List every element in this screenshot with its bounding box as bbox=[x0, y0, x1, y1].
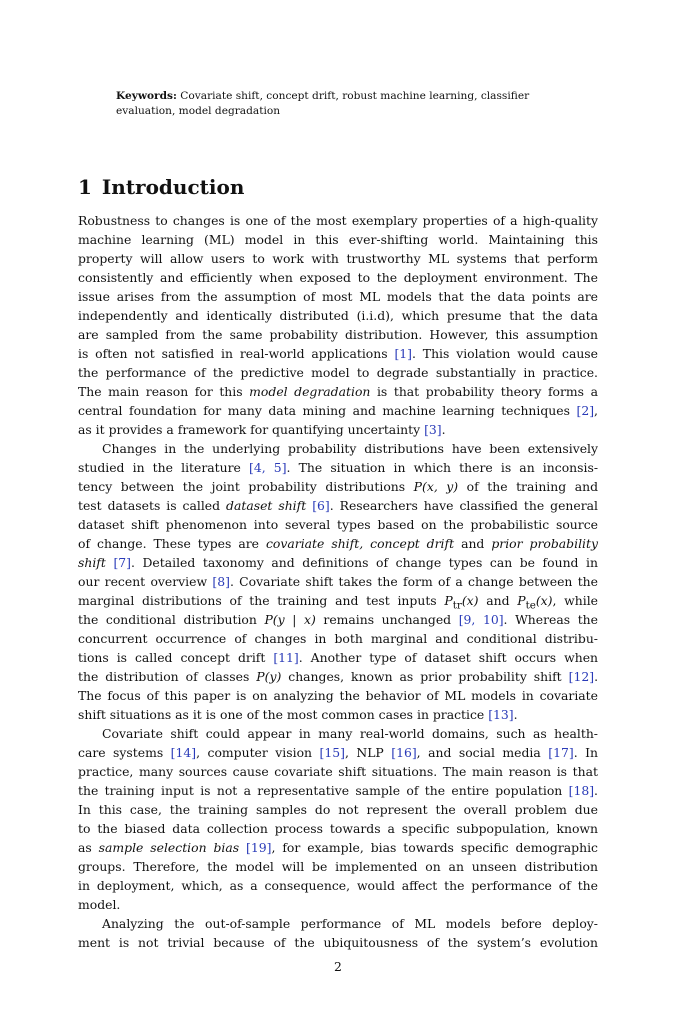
text-line: property will allow users to work with trustworthy ML systems that perform bbox=[78, 251, 598, 266]
math: P(y) bbox=[256, 669, 282, 684]
citation-link[interactable]: [7] bbox=[113, 555, 131, 570]
body-text bbox=[78, 211, 598, 952]
text-line: are sampled from the same probability distribution. However, this assumption bbox=[78, 327, 598, 342]
section-title: Introduction bbox=[101, 175, 245, 199]
math: (x) bbox=[535, 593, 553, 608]
text-line: consistently and efficiently when exposed to the deployment environment. The bbox=[78, 270, 598, 285]
math-subscript: tr bbox=[452, 599, 462, 612]
emphasis: shift bbox=[78, 555, 106, 570]
text-line: care systems [14], computer vision [15], NLP [16], and social media [17]. In bbox=[78, 745, 598, 760]
text-line: model. bbox=[78, 897, 121, 912]
citation-link[interactable]: [9, 10] bbox=[458, 612, 504, 627]
math: P bbox=[444, 593, 453, 608]
citation-link[interactable]: [11] bbox=[273, 650, 299, 665]
emphasis: model degradation bbox=[249, 384, 371, 399]
text-line: the training input is not a representative sample of the entire population [18]. bbox=[78, 783, 598, 798]
citation-link[interactable]: [4, 5] bbox=[249, 460, 287, 475]
emphasis: sample selection bias bbox=[98, 840, 240, 855]
text-line: machine learning (ML) model in this ever-shifting world. Maintaining this bbox=[78, 232, 598, 247]
citation-link[interactable]: [15] bbox=[319, 745, 345, 760]
text-line: issue arises from the assumption of most ML models that the data points are bbox=[78, 289, 598, 304]
text-line: ment is not trivial because of the ubiquitousness of the system’s evolution bbox=[78, 935, 598, 950]
citation-link[interactable]: [18] bbox=[568, 783, 595, 798]
text-line: The main reason for this model degradation is that probability theory forms a bbox=[78, 384, 598, 399]
text-line: tency between the joint probability distributions P(x, y) of the training and bbox=[78, 479, 599, 494]
text-line: of change. These types are covariate shift, concept drift and prior probability bbox=[78, 536, 598, 551]
citation-link[interactable]: [1] bbox=[394, 346, 413, 361]
math: P bbox=[517, 593, 526, 608]
text-line: tions is called concept drift [11]. Another type of dataset shift occurs when bbox=[78, 650, 599, 665]
section-number: 1 bbox=[78, 175, 92, 199]
text-line: In this case, the training samples do not represent the overall problem due bbox=[78, 802, 598, 817]
text-line: is often not satisfied in real-world applications [1]. This violation would cause bbox=[78, 346, 598, 361]
text-line: our recent overview [8]. Covariate shift takes the form of a change between the bbox=[78, 574, 598, 589]
text-line: as it provides a framework for quantifying uncertainty [3]. bbox=[78, 422, 446, 437]
math-subscript: te bbox=[525, 599, 536, 612]
emphasis: covariate shift, concept drift bbox=[265, 536, 455, 551]
keywords-text: Covariate shift, concept drift, robust machine learning, classifier evaluation, model degradation bbox=[116, 90, 530, 117]
citation-link[interactable]: [3] bbox=[424, 422, 442, 437]
citation-link[interactable]: [13] bbox=[488, 707, 514, 722]
text-line: Changes in the underlying probability distributions have been extensively bbox=[102, 441, 598, 456]
math: P(y | x) bbox=[264, 612, 316, 627]
math: (x) bbox=[461, 593, 479, 608]
citation-link[interactable]: [8] bbox=[212, 574, 230, 589]
text-line: test datasets is called dataset shift [6]. Researchers have classified the general bbox=[78, 498, 598, 513]
text-line: the distribution of classes P(y) changes, known as prior probability shift [12]. bbox=[78, 669, 599, 684]
citation-link[interactable]: [16] bbox=[391, 745, 417, 760]
text-line: as sample selection bias [19], for example, bias towards specific demographic bbox=[78, 840, 598, 855]
citation-link[interactable]: [17] bbox=[548, 745, 574, 760]
text-line: shift situations as it is one of the most common cases in practice [13]. bbox=[78, 707, 518, 722]
citation-link[interactable]: [12] bbox=[568, 669, 595, 684]
text-line: concurrent occurrence of changes in both marginal and conditional distribu- bbox=[78, 631, 598, 646]
emphasis: prior probability bbox=[491, 536, 598, 551]
text-line: central foundation for many data mining and machine learning techniques [2], bbox=[78, 403, 598, 418]
keywords-label: Keywords: bbox=[116, 90, 177, 102]
text-line: in deployment, which, as a consequence, would affect the performance of the bbox=[78, 878, 598, 893]
text-line: to the biased data collection process towards a specific subpopulation, known bbox=[78, 821, 598, 836]
math: P(x, y) bbox=[413, 479, 459, 494]
citation-link[interactable]: [19] bbox=[246, 840, 272, 855]
page-number: 2 bbox=[334, 959, 342, 974]
emphasis: dataset shift bbox=[226, 498, 307, 513]
text-line: the performance of the predictive model to degrade substantially in practice. bbox=[78, 365, 598, 380]
text-line: studied in the literature [4, 5]. The situation in which there is an inconsis- bbox=[78, 460, 599, 475]
text-line: groups. Therefore, the model will be implemented on an unseen distribution bbox=[78, 859, 598, 874]
text-line: Robustness to changes is one of the most exemplary properties of a high-quality bbox=[78, 213, 598, 228]
citation-link[interactable]: [2] bbox=[576, 403, 595, 418]
citation-link[interactable]: [6] bbox=[312, 498, 330, 513]
section-heading bbox=[78, 172, 244, 202]
text-line: Covariate shift could appear in many real-world domains, such as health- bbox=[102, 726, 598, 741]
keywords bbox=[116, 89, 561, 119]
text-line: Analyzing the out-of-sample performance of ML models before deploy- bbox=[102, 916, 598, 931]
text-line: practice, many sources cause covariate shift situations. The main reason is that bbox=[78, 764, 598, 779]
text-line: marginal distributions of the training and test inputs $P_{tr}(x)$ and $P_{te}(x)$, while bbox=[78, 593, 598, 612]
text-line: shift [7]. Detailed taxonomy and definitions of change types can be found in bbox=[78, 555, 598, 570]
text-line: the conditional distribution P(y | x) remains unchanged [9, 10]. Whereas the bbox=[78, 612, 598, 627]
text-line: dataset shift phenomenon into several types based on the probabilistic source bbox=[78, 517, 598, 532]
text-line: The focus of this paper is on analyzing the behavior of ML models in covariate bbox=[78, 688, 598, 703]
citation-link[interactable]: [14] bbox=[170, 745, 197, 760]
text-line: independently and identically distributed (i.i.d), which presume that the data bbox=[78, 308, 598, 323]
